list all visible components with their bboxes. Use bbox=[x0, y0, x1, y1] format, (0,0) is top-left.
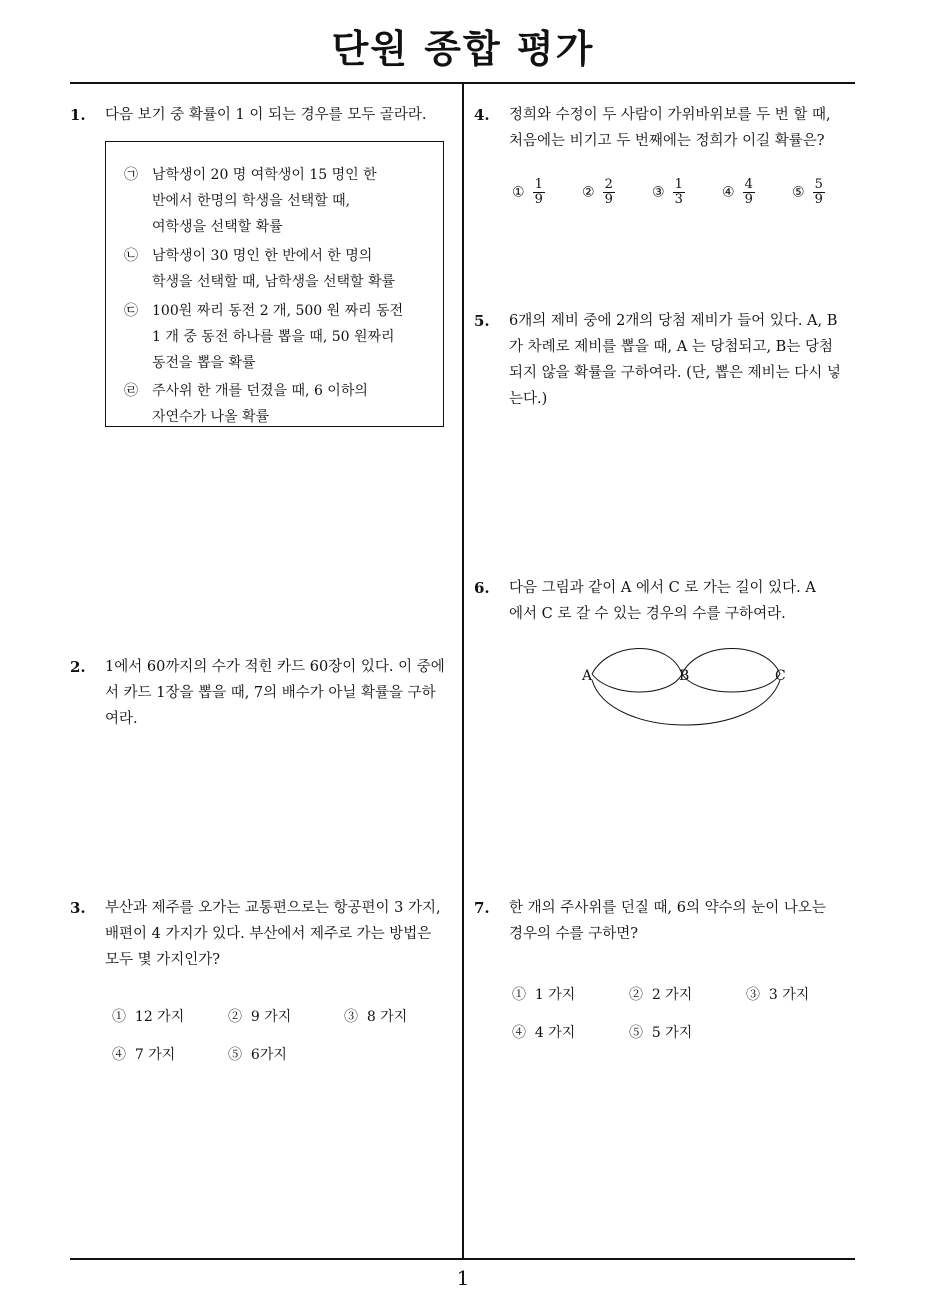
option-text: 1 가지 bbox=[534, 987, 576, 1003]
question-line: 경우의 수를 구하면? bbox=[509, 926, 639, 942]
question-number: 2. bbox=[70, 658, 86, 676]
option-marker: ② bbox=[582, 184, 595, 201]
option-1[interactable] bbox=[512, 178, 545, 207]
option-3[interactable] bbox=[344, 1006, 407, 1026]
option-4[interactable] bbox=[722, 178, 755, 207]
item-line: 1 개 중 동전 하나를 뽑을 때, 50 원짜리 bbox=[152, 329, 395, 345]
page-title: 단원 종합 평가 bbox=[331, 27, 595, 71]
option-text: 7 가지 bbox=[134, 1047, 176, 1063]
question-line: 가 차례로 제비를 뽑을 때, A 는 당첨되고, B는 당첨 bbox=[509, 339, 833, 355]
option-marker: ④ bbox=[722, 184, 735, 201]
denominator: 9 bbox=[744, 192, 753, 207]
denominator: 3 bbox=[674, 192, 683, 207]
path-b-c-lower bbox=[682, 674, 780, 692]
path-b-c-upper bbox=[682, 649, 780, 675]
box-item-1 bbox=[124, 162, 377, 240]
box-item-4 bbox=[124, 378, 368, 430]
item-line: 여학생을 선택할 확률 bbox=[152, 219, 283, 235]
question-7 bbox=[474, 895, 858, 947]
question-number: 6. bbox=[474, 579, 490, 597]
item-marker: ㉠ bbox=[124, 167, 138, 183]
option-marker: ② bbox=[629, 987, 643, 1003]
option-text: 12 가지 bbox=[134, 1009, 185, 1025]
option-text: 9 가지 bbox=[250, 1009, 292, 1025]
path-a-b-lower bbox=[592, 674, 682, 692]
question-number: 5. bbox=[474, 312, 490, 330]
question-3 bbox=[70, 895, 460, 973]
question-line: 다음 보기 중 확률이 1 이 되는 경우를 모두 골라라. bbox=[105, 107, 427, 123]
item-marker: ㉡ bbox=[124, 248, 138, 264]
question-line: 는다.) bbox=[509, 391, 548, 407]
option-5[interactable] bbox=[629, 1022, 692, 1042]
option-1[interactable] bbox=[512, 984, 575, 1004]
option-4[interactable] bbox=[112, 1044, 175, 1064]
option-marker: ① bbox=[512, 184, 525, 201]
question-line: 6개의 제비 중에 2개의 당첨 제비가 들어 있다. A, B bbox=[509, 313, 838, 329]
question-5 bbox=[474, 308, 858, 412]
option-1[interactable] bbox=[112, 1006, 184, 1026]
option-5[interactable] bbox=[228, 1044, 287, 1064]
option-marker: ⑤ bbox=[629, 1025, 643, 1041]
item-line: 주사위 한 개를 던졌을 때, 6 이하의 bbox=[152, 383, 368, 399]
option-marker: ① bbox=[512, 987, 526, 1003]
question-line: 서 카드 1장을 뽑을 때, 7의 배수가 아닐 확률을 구하 bbox=[105, 685, 436, 701]
fraction bbox=[533, 178, 545, 207]
question-line: 정희와 수정이 두 사람이 가위바위보를 두 번 할 때, bbox=[509, 107, 831, 123]
item-line: 자연수가 나올 확률 bbox=[152, 409, 270, 425]
column-divider bbox=[462, 83, 464, 1259]
path-diagram bbox=[570, 640, 800, 740]
question-line: 다음 그림과 같이 A 에서 C 로 가는 길이 있다. A bbox=[509, 580, 816, 596]
box-item-3 bbox=[124, 298, 403, 376]
question-text bbox=[105, 895, 460, 973]
option-2[interactable] bbox=[228, 1006, 291, 1026]
option-marker: ⑤ bbox=[792, 184, 805, 201]
option-2[interactable] bbox=[629, 984, 692, 1004]
option-marker: ④ bbox=[512, 1025, 526, 1041]
fraction bbox=[743, 178, 755, 207]
question-text bbox=[105, 102, 460, 128]
question-line: 에서 C 로 갈 수 있는 경우의 수를 구하여라. bbox=[509, 606, 786, 622]
question-line: 여라. bbox=[105, 711, 138, 727]
question-line: 배편이 4 가지가 있다. 부산에서 제주로 가는 방법은 bbox=[105, 926, 432, 942]
box-item-2 bbox=[124, 243, 395, 295]
option-text: 2 가지 bbox=[651, 987, 693, 1003]
page-number: 1 bbox=[456, 1266, 470, 1290]
numerator: 5 bbox=[814, 177, 823, 192]
question-number: 1. bbox=[70, 106, 86, 124]
option-text: 4 가지 bbox=[534, 1025, 576, 1041]
question-line: 1에서 60까지의 수가 적힌 카드 60장이 있다. 이 중에 bbox=[105, 659, 445, 675]
option-marker: ③ bbox=[344, 1009, 358, 1025]
question-line: 한 개의 주사위를 던질 때, 6의 약수의 눈이 나오는 bbox=[509, 900, 826, 916]
option-2[interactable] bbox=[582, 178, 615, 207]
option-marker: ② bbox=[228, 1009, 242, 1025]
question-text bbox=[509, 895, 858, 947]
question-line: 모두 몇 가지인가? bbox=[105, 952, 221, 968]
denominator: 9 bbox=[814, 192, 823, 207]
item-line: 반에서 한명의 학생을 선택할 때, bbox=[152, 193, 351, 209]
numerator: 2 bbox=[604, 177, 613, 192]
numerator: 1 bbox=[534, 177, 543, 192]
item-marker: ㉢ bbox=[124, 303, 138, 319]
item-line: 남학생이 20 명 여학생이 15 명인 한 bbox=[152, 167, 377, 183]
denominator: 9 bbox=[604, 192, 613, 207]
fraction bbox=[813, 178, 825, 207]
question-2 bbox=[70, 654, 460, 732]
option-marker: ③ bbox=[746, 987, 760, 1003]
question-text bbox=[509, 575, 858, 627]
option-text: 3 가지 bbox=[768, 987, 810, 1003]
item-line: 남학생이 30 명인 한 반에서 한 명의 bbox=[152, 248, 373, 264]
option-5[interactable] bbox=[792, 178, 825, 207]
path-a-c-direct bbox=[592, 680, 780, 725]
question-text bbox=[105, 654, 460, 732]
option-marker: ③ bbox=[652, 184, 665, 201]
question-1 bbox=[70, 102, 460, 128]
question-text bbox=[509, 102, 858, 154]
option-marker: ⑤ bbox=[228, 1047, 242, 1063]
option-text: 8 가지 bbox=[366, 1009, 408, 1025]
numerator: 1 bbox=[674, 177, 683, 192]
question-number: 7. bbox=[474, 899, 490, 917]
question-6 bbox=[474, 575, 858, 627]
question-line: 되지 않을 확률을 구하여라. (단, 뽑은 제비는 다시 넣 bbox=[509, 365, 841, 381]
fraction bbox=[603, 178, 615, 207]
option-3[interactable] bbox=[746, 984, 809, 1004]
label-a: A bbox=[582, 668, 593, 684]
question-text bbox=[509, 308, 858, 412]
item-line: 학생을 선택할 때, 남학생을 선택할 확률 bbox=[152, 274, 396, 290]
bottom-rule bbox=[70, 1258, 855, 1260]
question-line: 처음에는 비기고 두 번째에는 정희가 이길 확률은? bbox=[509, 133, 825, 149]
question-number: 3. bbox=[70, 899, 86, 917]
fraction bbox=[673, 178, 685, 207]
question-line: 부산과 제주를 오가는 교통편으로는 항공편이 3 가지, bbox=[105, 900, 441, 916]
numerator: 4 bbox=[744, 177, 753, 192]
item-marker: ㉣ bbox=[124, 383, 138, 399]
path-a-b-upper bbox=[592, 649, 682, 675]
option-text: 5 가지 bbox=[651, 1025, 693, 1041]
option-3[interactable] bbox=[652, 178, 685, 207]
choices-box bbox=[105, 141, 444, 427]
label-c: C bbox=[775, 668, 786, 684]
option-4[interactable] bbox=[512, 1022, 575, 1042]
option-marker: ④ bbox=[112, 1047, 126, 1063]
question-4 bbox=[474, 102, 858, 154]
item-line: 100원 짜리 동전 2 개, 500 원 짜리 동전 bbox=[152, 303, 404, 319]
label-b: B bbox=[679, 668, 690, 684]
option-marker: ① bbox=[112, 1009, 126, 1025]
option-text: 6가지 bbox=[250, 1047, 287, 1063]
item-line: 동전을 뽑을 확률 bbox=[152, 355, 256, 371]
question-number: 4. bbox=[474, 106, 490, 124]
denominator: 9 bbox=[534, 192, 543, 207]
